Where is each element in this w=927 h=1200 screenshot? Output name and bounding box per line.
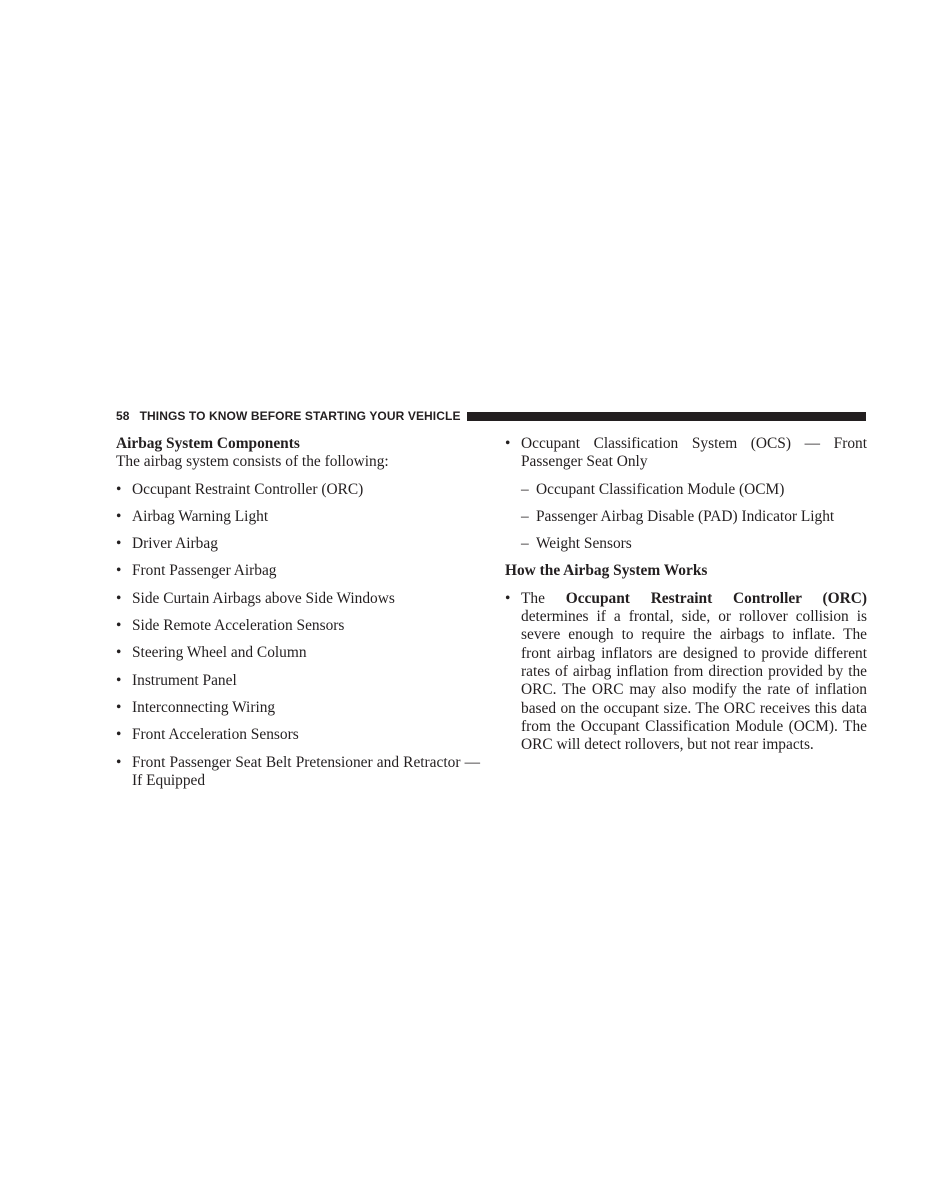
list-item: • Front Acceleration Sensors [116, 726, 299, 744]
works-heading: How the Airbag System Works [505, 562, 708, 580]
bullet-icon: • [116, 562, 122, 580]
bullet-icon: • [505, 435, 511, 452]
list-item [505, 590, 867, 755]
components-heading: Airbag System Components [116, 435, 300, 452]
list-item: • Steering Wheel and Column [116, 644, 307, 662]
list-item: • Interconnecting Wiring [116, 698, 276, 716]
right-column [505, 435, 867, 763]
list-item: • Side Remote Acceleration Sensors [116, 617, 345, 635]
list-item: • Front Passenger Seat Belt Pretensioner and Retractor — If Equipped [116, 753, 480, 789]
list-item: • Instrument Panel [116, 671, 237, 689]
bullet-icon: • [116, 535, 122, 553]
bullet-icon: • [116, 698, 122, 716]
list-item: • Front Passenger Airbag [116, 562, 277, 580]
orc-term: Occupant Restraint Controller (ORC) [565, 589, 867, 607]
header-rule [467, 412, 866, 421]
sub-list-item: – Passenger Airbag Disable (PAD) Indicator Light [521, 507, 835, 525]
left-column [116, 435, 480, 799]
list-item: • Side Curtain Airbags above Side Windows [116, 589, 395, 607]
bullet-icon: • [116, 753, 122, 771]
list-item: • Occupant Restraint Controller (ORC) [116, 480, 364, 498]
bullet-icon: • [505, 589, 511, 607]
list-item: • Occupant Classification System (OCS) — Front Passenger Seat Only [505, 435, 867, 471]
dash-icon: – [521, 507, 529, 525]
bullet-icon: • [116, 589, 122, 607]
list-item: • Driver Airbag [116, 535, 218, 553]
bullet-icon: • [116, 617, 122, 635]
page-number: 58 [116, 409, 130, 423]
bullet-icon: • [116, 507, 122, 525]
page-header [116, 408, 866, 424]
sub-list-item: – Weight Sensors [521, 535, 632, 553]
works-paragraph: The Occupant Restraint Controller (ORC) determines if a frontal, side, or rollover collision is severe enough to require the airbags to inflate. The front airbag inflators are designed to provide different rates of airbag inflation from direction provided by the ORC. The ORC may also modify the rate of inflation based on the occupant size. The ORC receives this data from the Occupant Classification Module (OCM). The ORC will detect rollovers, but not rear impacts. [521, 589, 867, 754]
sub-list-item: – Occupant Classification Module (OCM) [521, 480, 785, 498]
components-intro: The airbag system consists of the following: [116, 453, 389, 471]
dash-icon: – [521, 535, 529, 553]
bullet-icon: • [116, 726, 122, 744]
bullet-icon: • [116, 480, 122, 498]
bullet-icon: • [116, 671, 122, 689]
section-title: THINGS TO KNOW BEFORE STARTING YOUR VEHICLE [139, 409, 461, 423]
list-item: • Airbag Warning Light [116, 507, 269, 525]
bullet-icon: • [116, 644, 122, 662]
dash-icon: – [521, 480, 529, 498]
